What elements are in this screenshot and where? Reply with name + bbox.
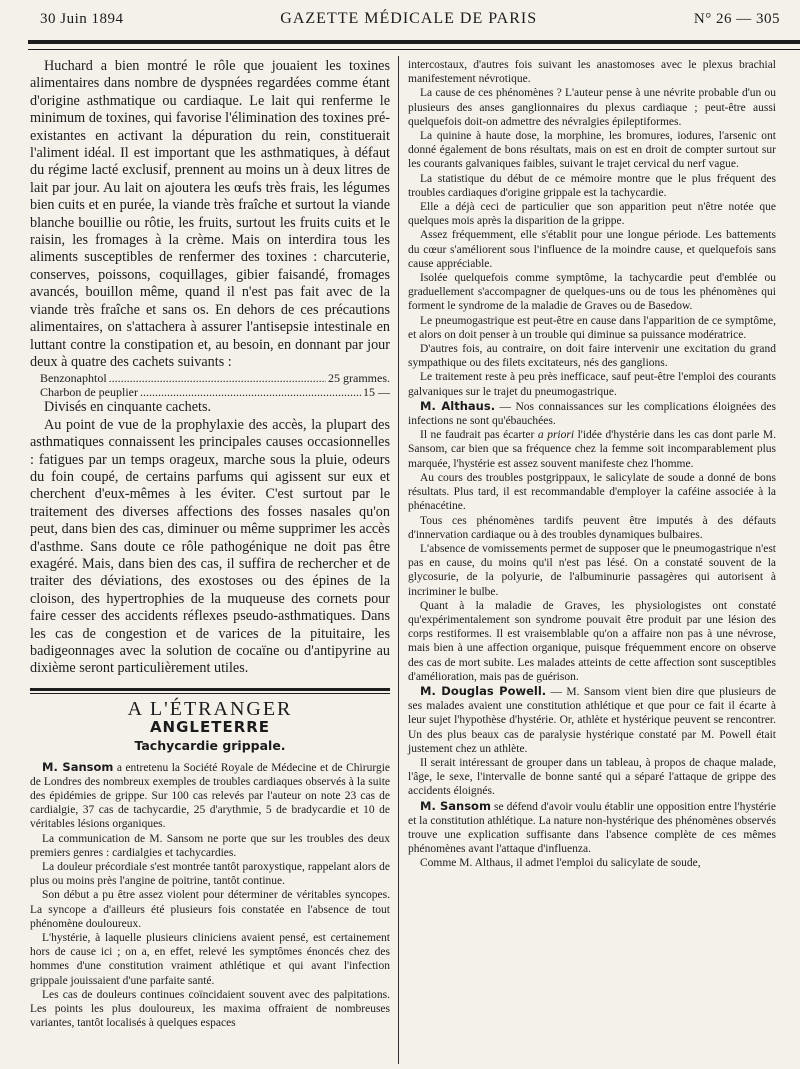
paragraph: Quant à la maladie de Graves, les physiologistes ont constaté qu'expérimentalement son syndrome pouvait être produit par une lésion des corps restiformes. Il est vraisemblable qu'on a affaire non pas à une névrose, mais bien à une affection organique, puisque fréquemment encore on observe des cas de mort subite. Les malades atteints de cette affection sont susceptibles d'amélioration, mais pas de guérison.: [408, 599, 776, 683]
paragraph: Les cas de douleurs continues coïncidaient souvent avec des palpitations. Les points les plus douloureux, les maxima offraient de nombreuses variantes, tantôt localisés à quelques espaces: [30, 988, 390, 1030]
paragraph: [408, 428, 776, 471]
page-header: [40, 10, 780, 34]
paragraph: Divisés en cinquante cachets.: [44, 399, 212, 416]
paragraph-text: — Nos connaissances sur les complications éloignées des infections ne sont qu'ébauchées.: [408, 400, 776, 428]
paragraph: Son début a pu être assez violent pour déterminer de véritables syncopes. La syncope a d'ailleurs été plusieurs fois constatée en l'absence de tout phénomène douloureux.: [30, 889, 390, 930]
left-column: [30, 58, 390, 1030]
tachycardia-article: [30, 760, 390, 1031]
page-number: N° 26 — 305: [693, 11, 780, 27]
journal-title: GAZETTE MÉDICALE DE PARIS: [280, 10, 538, 27]
paragraph: intercostaux, d'autres fois suivant les anastomoses avec le plexus brachial manifestement névrotique.: [408, 59, 776, 86]
paragraph: Il serait intéressant de grouper dans un tableau, à propos de chaque malade, l'âge, le sexe, l'intervalle de bonne santé qui a séparé l'attaque de grippe des accidents éloignés.: [408, 756, 776, 798]
speaker-name: M. Althaus.: [420, 398, 496, 413]
paragraph: Huchard a bien montré le rôle que jouaient les toxines alimentaires dans nombre de dyspnées regardées comme étant d'origine asthmatique ou cardiaque. Le lait qui renferme le minimum de toxines, qui favorise l'élimination des toxines pré-existantes en activant la dépuration du rein, constituerait l'aliment idéal. Il est important que les asthmatiques, à défaut du régime lacté exclusif, prennent au moins un à deux litres de lait par jour. Au lait on ajoutera les œufs très frais, les légumes bien cuits et en purée, la viande très fraîche et surtout la viande blanche bouillie ou rôtie, les fruits, surtout les fruits cuits et le raisin, les fromages à la crème. Mais on interdira tous les aliments susceptibles de renfermer des toxines : charcuterie, conserves, poissons, coquillages, gibier faisandé, fromages avancés, bouillon même, quand il n'est pas fait avec de la viande très fraîche et sans os. En dehors de ces précautions alimentaires, on s'attachera à assurer l'antisepsie intestinale en luttant contre la constipation et, au besoin, en donnant par jour deux à quatre des cachets suivants :: [30, 58, 390, 370]
speaker-name: M. Sansom: [42, 759, 114, 774]
right-column: [408, 58, 776, 871]
prescription-item: Benzonaphtol: [40, 371, 107, 386]
paragraph: Isolée quelquefois comme symptôme, la tachycardie peut d'emblée ou graduellement s'accompagner de quelques-uns ou de tous les phénomènes qui forment le syndrome de la maladie de Graves ou de Basedow.: [408, 272, 776, 313]
column-divider: [398, 56, 399, 1064]
paragraph: [30, 760, 390, 832]
paragraph: [408, 684, 776, 756]
paragraph-text: l'idée d'hystérie dans les cas dont parle M. Sansom, car bien que sa fréquence chez la femme soit incomparablement plus marquée, l'hystérie est assez souvent manifeste chez l'homme.: [408, 429, 776, 470]
paragraph: Tous ces phénomènes tardifs peuvent être imputés à des défauts d'innervation cardiaque ou à des troubles dynamiques bulbaires.: [408, 514, 776, 541]
paragraph-text: — M. Sansom vient bien dire que plusieurs de ses malades avaient une constitution athlétique et que pour ce fait il écarte à leur sujet l'hypothèse d'hystérie. Or, athlète et hystérique peuvent se rencontrer. Un des plus beaux cas de paralysie hystérique constaté par M. Powell était justement chez un athlète.: [408, 685, 776, 755]
paragraph: L'absence de vomissements permet de supposer que le pneumogastrique n'est pas en cause, du moins qu'il n'est pas lésé. On a constaté souvent de la glycosurie, de la polyurie, de l'albuminurie passagères qui autorisent à incriminer le bulbe.: [408, 542, 776, 598]
paragraph: [408, 799, 776, 857]
speaker-name: M. Douglas Powell.: [420, 683, 547, 698]
prescription-line: [30, 385, 390, 399]
paragraph: D'autres fois, au contraire, on doit faire intervenir une excitation du grand sympathique ou des filets excitateurs, nés des ganglions.: [408, 343, 776, 370]
paragraph: Le traitement reste à peu près inefficace, sauf peut-être l'emploi des courants galvaniques sur le trajet du pneumogastrique.: [408, 371, 776, 398]
header-rule-thick: [28, 40, 800, 44]
header-rule-thin: [28, 49, 800, 50]
asthma-article: [30, 58, 390, 678]
italic-phrase: a priori: [537, 429, 575, 442]
prescription-item: Charbon de peuplier: [40, 385, 138, 400]
paragraph-text: se défend d'avoir voulu établir une opposition entre l'hystérie et la constitution athlétique. La nature non-hystérique des phénomènes observés trouve une explication suffisante dans l'absence complète de ces mêmes phénomènes avant l'attaque d'influenza.: [408, 800, 776, 856]
paragraph: [408, 399, 776, 428]
leader-dots: [109, 371, 326, 385]
paragraph-text: a entretenu la Société Royale de Médecine et de Chirurgie de Londres des nombreux exemples de troubles cardiaques observés à la suite des épidémies de grippe. Sur 100 cas relevés par l'auteur on note 23 cas de cardialgie, 37 cas de tachycardie, 25 d'arythmie, 5 de bradycardie et 10 de véritables lésions organiques.: [30, 761, 390, 831]
section-title: A L'ÉTRANGER: [127, 697, 293, 720]
speaker-name: M. Sansom: [420, 798, 491, 813]
prescription-qty: 25 grammes.: [328, 371, 390, 386]
section-rule-thick: [30, 688, 390, 691]
paragraph: La communication de M. Sansom ne porte que sur les troubles des deux premiers genres : cardialgies et tachycardies.: [30, 832, 390, 859]
paragraph: L'hystérie, à laquelle plusieurs cliniciens avaient pensé, est certainement hors de cause ici ; on a, en effet, relevé les symptômes énoncés chez des hommes d'une constitution vraiment athlétique et qui avant l'infection grippale jouissaient d'une parfaite santé.: [30, 932, 390, 987]
paragraph: Au point de vue de la prophylaxie des accès, la plupart des asthmatiques connaissent les principales causes occasionnelles : fatigues par un temps orageux, marche sous la pluie, odeurs du foin coupé, de certains parfums qui agissent sur eux et cherchent d'eux-mêmes à les éviter. C'est surtout par le traitement des diverses affections des fosses nasales qu'on peut, dans bien des cas, diminuer ou même supprimer les accès d'asthme. Sans doute ce rôle pathogénique ne doit pas être exagéré. Mais, dans bien des cas, il suffira de rechercher et de traiter des déviations, des exostoses ou des épines de la cloison, des hypertrophies de la muqueuse des cornets pour faire cesser des accidents réflexes pseudo-asthmatiques. Dans les cas de congestion et de varices de la pituitaire, les badigeonnages avec la solution de cocaïne ou d'antipyrine au dixième seront particulièrement utiles.: [30, 416, 390, 677]
article-title: Tachycardie grippale.: [134, 738, 286, 753]
paragraph: La statistique du début de ce mémoire montre que le plus fréquent des troubles cardiaques d'origine grippale est la tachycardie.: [408, 172, 776, 199]
paragraph: Elle a déjà ceci de particulier que son apparition peut n'être notée que quelques mois après la disparition de la grippe.: [408, 201, 776, 228]
prescription-line: [30, 371, 390, 385]
paragraph: Comme M. Althaus, il admet l'emploi du salicylate de soude,: [420, 857, 701, 870]
paragraph: Le pneumogastrique est peut-être en cause dans l'apparition de ce symptôme, et alors on doit penser à un trouble qui diminue sa puissance modératrice.: [408, 314, 776, 341]
leader-dots: [140, 385, 361, 399]
paragraph-text: Il ne faudrait pas écarter: [420, 429, 538, 442]
issue-date: 30 Juin 1894: [40, 11, 124, 27]
section-rule-thin: [30, 693, 390, 694]
prescription-qty: 15 —: [363, 385, 390, 400]
paragraph: Assez fréquemment, elle s'établit pour une longue période. Les battements du cœur s'améliorent sous l'influence de la moindre cause, et quelquefois sans cause appréciable.: [408, 229, 776, 270]
paragraph: Au cours des troubles postgrippaux, le salicylate de soude a donné de bons résultats. Plus tard, il est recommandable d'employer la caféine associée à la phénacétine.: [408, 471, 776, 513]
paragraph: La cause de ces phénomènes ? L'auteur pense à une névrite probable d'un ou plusieurs des anses ganglionnaires du plexus cardiaque ; peut-être aussi quelquefois doit-on admettre des névralgies épileptiformes.: [408, 87, 776, 128]
paragraph: La douleur précordiale s'est montrée tantôt paroxystique, rappelant alors de plus ou moins près l'angine de poitrine, tantôt continue.: [30, 861, 390, 888]
paragraph: La quinine à haute dose, la morphine, les bromures, iodures, l'arsenic ont donné également de bons résultats, mais on est en droit de compter surtout sur les courants galvaniques faibles, suivant le trajet cervical du nerf vague.: [408, 130, 776, 171]
country-heading: ANGLETERRE: [149, 718, 271, 737]
